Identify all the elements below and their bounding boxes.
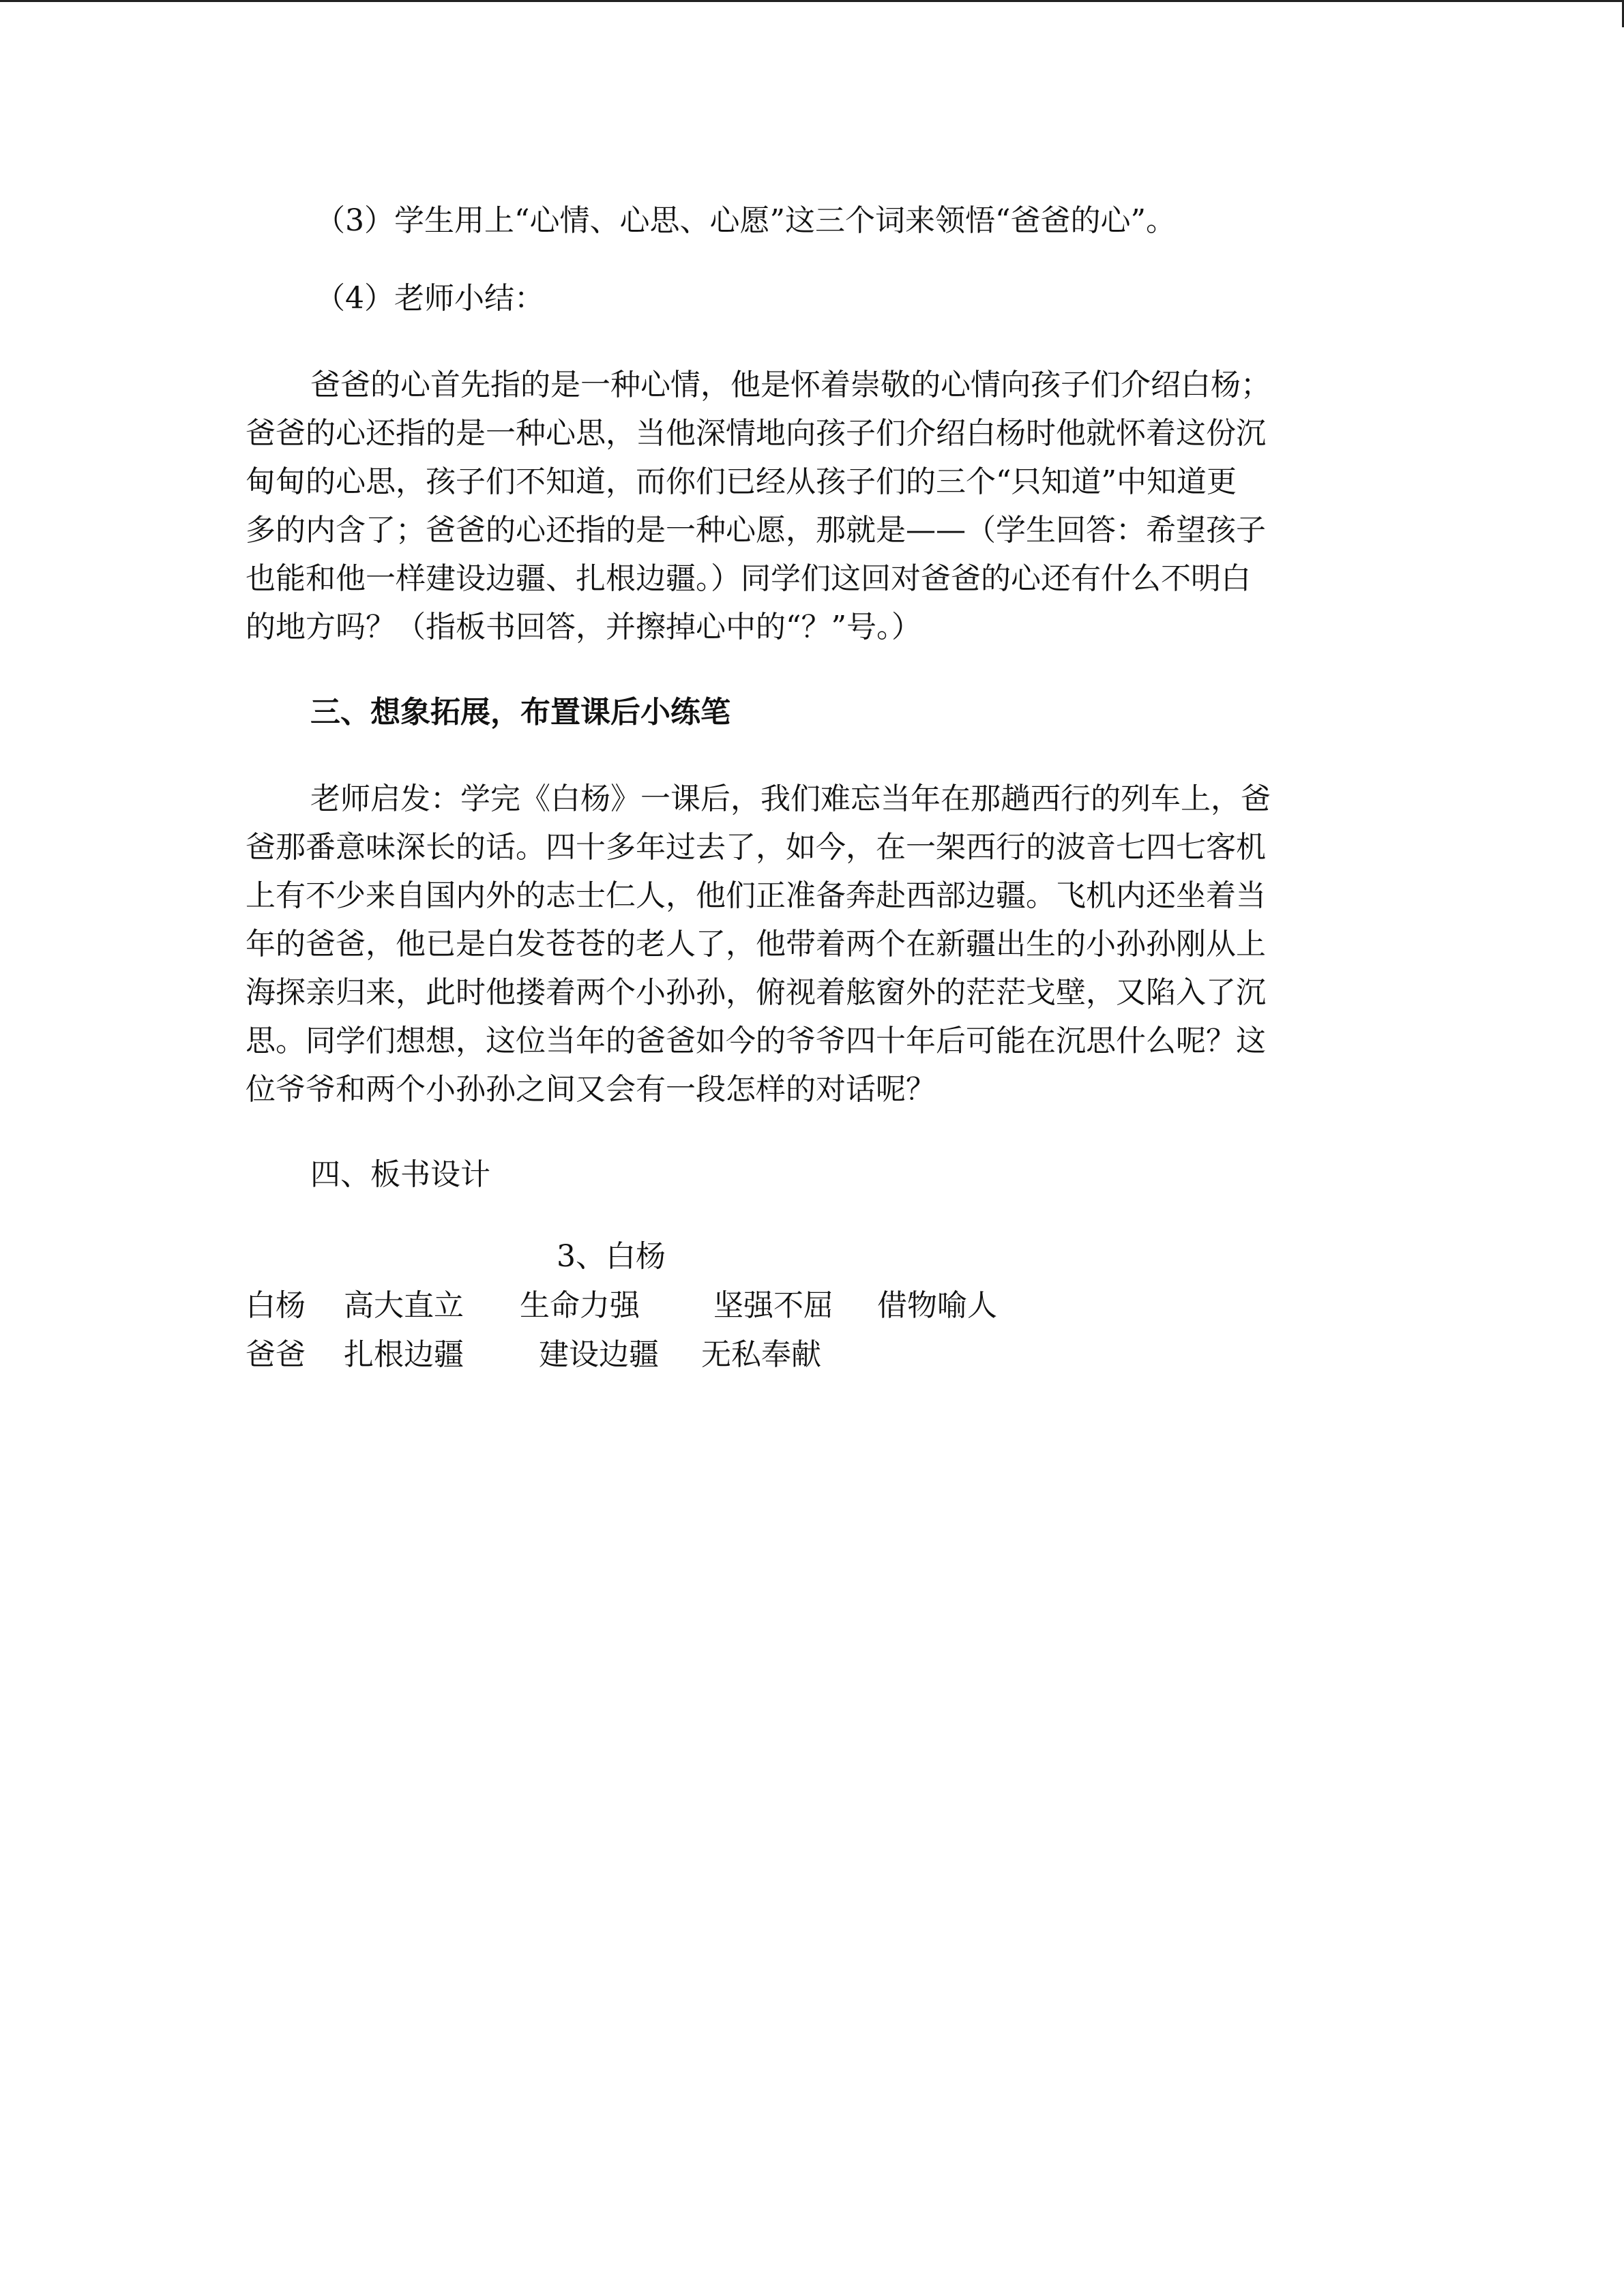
paragraph-line: 年的爸爸，他已是白发苍苍的老人了，他带着两个在新疆出生的小孙孙刚从上: [246, 927, 1266, 961]
board-cell: 扎根边疆: [344, 1337, 464, 1372]
teacher-prompt-paragraph: [246, 775, 1364, 1114]
paragraph-line: 的地方吗？（指板书回答，并擦掉心中的“？”号。）: [246, 610, 921, 644]
board-cell: 爸爸: [246, 1337, 306, 1372]
paragraph-line: 思。同学们想想，这位当年的爸爸如今的爷爷四十年后可能在沉思什么呢？这: [246, 1024, 1266, 1058]
paragraph-line: 多的内含了；爸爸的心还指的是一种心愿，那就是——（学生回答：希望孩子: [246, 513, 1266, 548]
blackboard-design: [246, 1232, 1364, 1380]
board-row-baba: [246, 1330, 1364, 1380]
board-cell: 借物喻人: [877, 1288, 997, 1323]
paragraph-line: 甸甸的心思，孩子们不知道，而你们已经从孩子们的三个“只知道”中知道更: [246, 464, 1237, 499]
paragraph-line: 位爷爷和两个小孙孙之间又会有一段怎样的对话呢？: [246, 1072, 936, 1107]
board-cell: 坚强不屈: [713, 1288, 833, 1323]
paragraph-line: 海探亲归来，此时他搂着两个小孙孙，俯视着舷窗外的茫茫戈壁，又陷入了沉: [246, 975, 1266, 1010]
board-cell: 无私奉献: [701, 1337, 821, 1372]
section-4-heading: 四、板书设计: [310, 1157, 490, 1192]
board-cell: 高大直立: [344, 1288, 464, 1323]
paragraph-line: 也能和他一样建设边疆、扎根边疆。）同学们这回对爸爸的心还有什么不明白: [246, 561, 1251, 596]
section-3-heading: 三、想象拓展，布置课后小练笔: [310, 695, 730, 730]
teacher-summary-paragraph: [246, 361, 1364, 651]
paragraph-line: 老师启发：学完《白杨》一课后，我们难忘当年在那趟西行的列车上，爸: [310, 781, 1271, 816]
document-page: [246, 196, 1364, 1380]
board-cell: 白杨: [246, 1288, 306, 1323]
step-3-text: （3）学生用上“心情、心思、心愿”这三个词来领悟“爸爸的心”。: [315, 203, 1176, 238]
paragraph-line: 爸那番意味深长的话。四十多年过去了，如今，在一架西行的波音七四七客机: [246, 830, 1266, 865]
step-4-text: （4）老师小结：: [315, 281, 544, 316]
page-top-border: [0, 0, 1624, 2]
paragraph-line: 上有不少来自国内外的志士仁人，他们正准备奔赴西部边疆。飞机内还坐着当: [246, 878, 1266, 913]
board-row-baiyang: [246, 1281, 1364, 1330]
board-cell: 生命力强: [520, 1288, 640, 1323]
paragraph-line: 爸爸的心还指的是一种心思，当他深情地向孩子们介绍白杨时他就怀着这份沉: [246, 416, 1266, 451]
board-cell: 建设边疆: [539, 1337, 659, 1372]
board-title: 3、白杨: [557, 1239, 666, 1274]
paragraph-line: 爸爸的心首先指的是一种心情，他是怀着崇敬的心情向孩子们介绍白杨；: [310, 368, 1271, 402]
